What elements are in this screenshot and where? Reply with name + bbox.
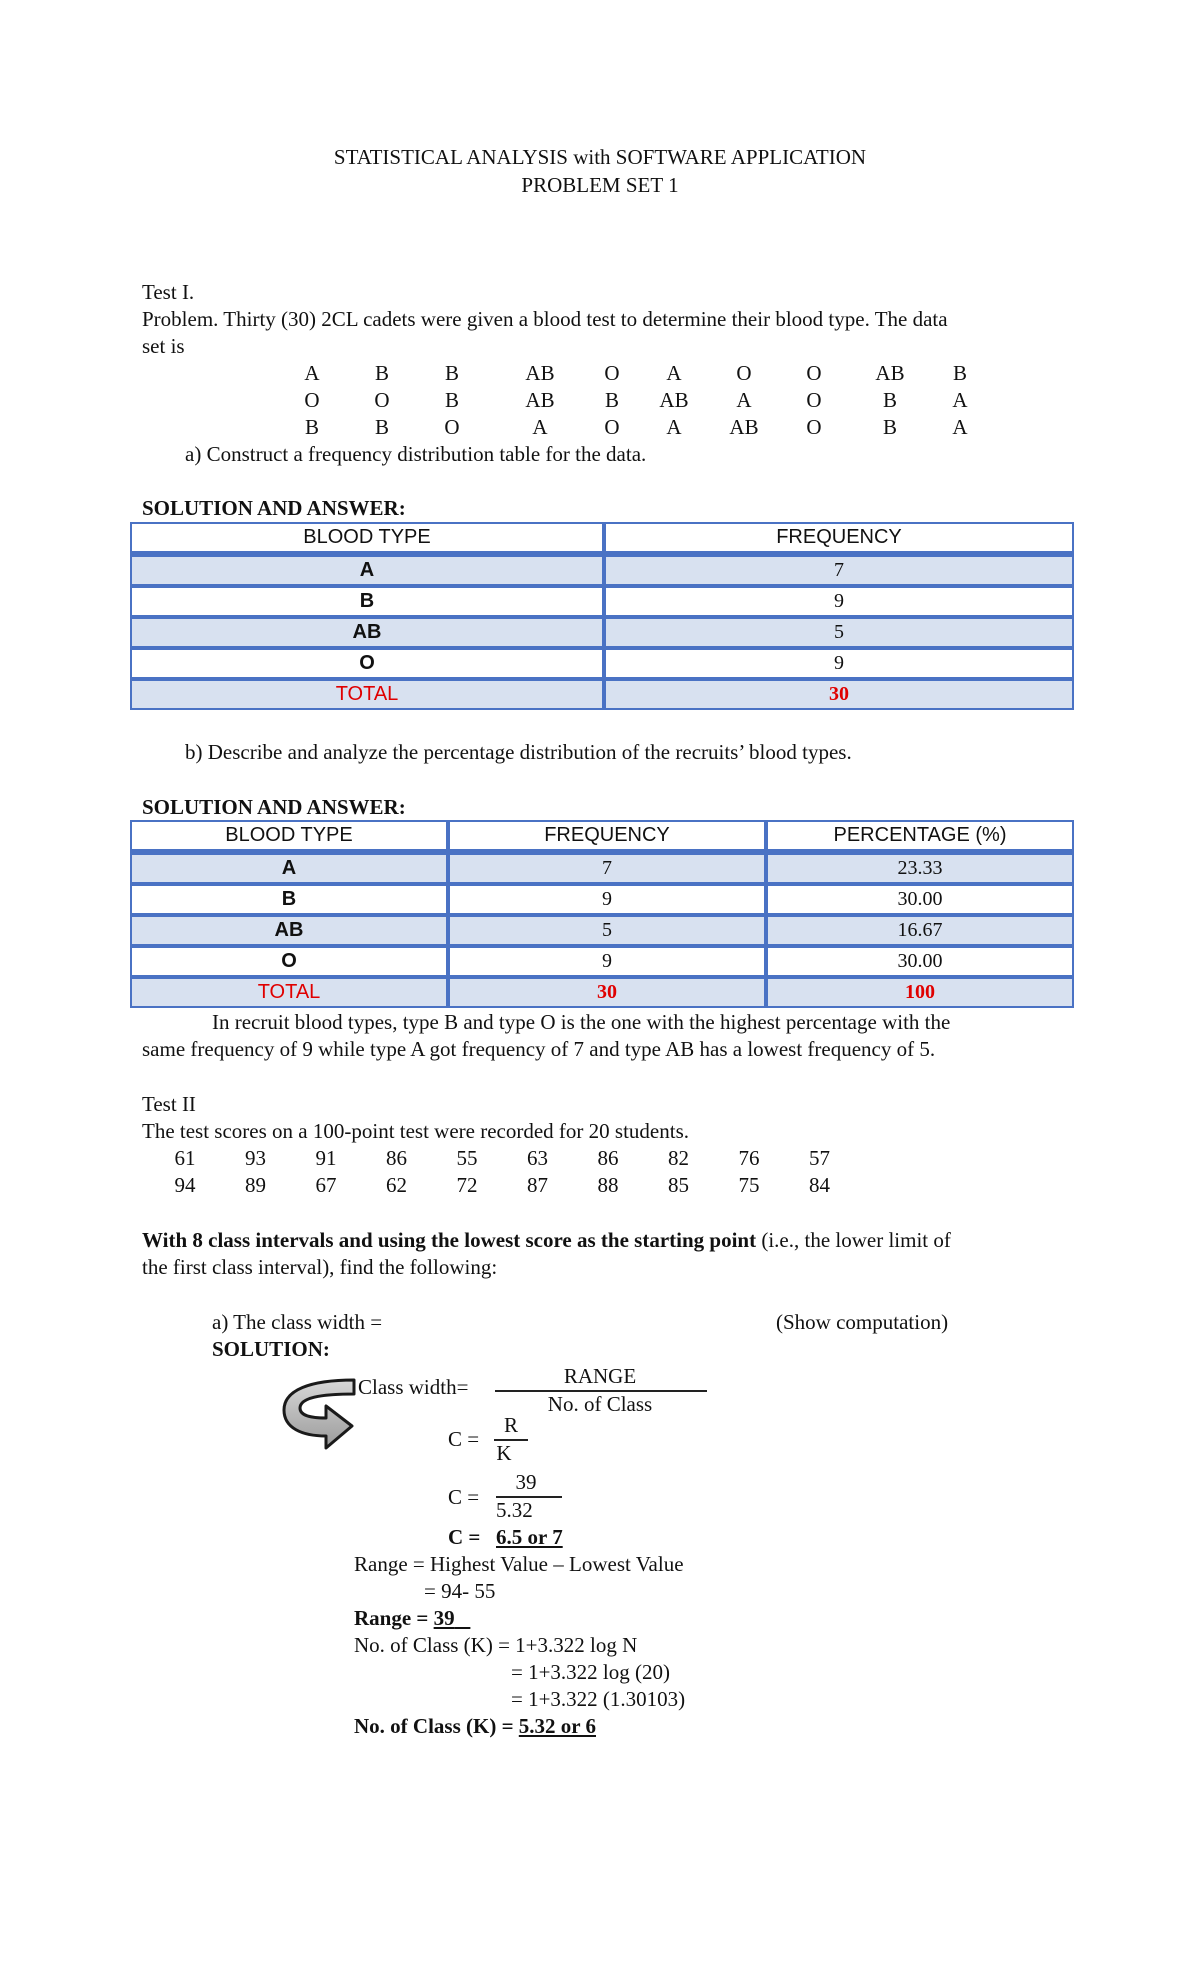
document-header: [0, 143, 1200, 199]
header-frequency: FREQUENCY: [604, 522, 1074, 555]
score-value: 88: [597, 1173, 619, 1197]
test1-label: Test I.: [142, 280, 195, 304]
total-frequency: 30: [448, 977, 766, 1008]
blood-type-value: O: [806, 361, 822, 385]
blood-type-value: A: [304, 361, 320, 385]
r-numerator: R: [503, 1413, 518, 1437]
table-row: [130, 915, 1074, 946]
k-computation-1: = 1+3.322 log (20): [511, 1660, 671, 1684]
blood-type-cell: B: [130, 884, 448, 915]
score-value: 84: [809, 1173, 830, 1197]
total-percentage: 100: [766, 977, 1074, 1008]
blood-type-cell: A: [130, 555, 604, 586]
table-header-row: [130, 820, 1074, 853]
c-equals-label-2: C =: [448, 1485, 480, 1509]
range-formula: Range = Highest Value – Lowest Value: [354, 1552, 684, 1576]
header-percentage: PERCENTAGE (%): [766, 820, 1074, 853]
frequency-cell: 9: [604, 648, 1074, 679]
score-value: 86: [597, 1146, 619, 1170]
score-value: 55: [456, 1146, 478, 1170]
c-equals-label: C =: [448, 1427, 480, 1451]
frequency-table: [130, 522, 1074, 710]
blood-type-cell: O: [130, 648, 604, 679]
frequency-cell: 7: [604, 555, 1074, 586]
test2-intro: The test scores on a 100-point test were recorded for 20 students.: [142, 1119, 690, 1143]
blood-type-value: O: [604, 415, 620, 439]
k-formula: No. of Class (K) = 1+3.322 log N: [354, 1633, 638, 1657]
header-frequency: FREQUENCY: [448, 820, 766, 853]
blood-type-value: O: [806, 388, 822, 412]
test1-question-b: b) Describe and analyze the percentage distribution of the recruits’ blood types.: [185, 740, 852, 764]
blood-type-value: A: [952, 415, 968, 439]
range-computation: = 94- 55: [424, 1579, 496, 1603]
table-row: [130, 884, 1074, 915]
frequency-cell: 9: [604, 586, 1074, 617]
score-value: 62: [386, 1173, 407, 1197]
table-row: [130, 946, 1074, 977]
score-value: 61: [174, 1146, 196, 1170]
percentage-cell: 23.33: [766, 853, 1074, 884]
percentage-cell: 30.00: [766, 884, 1074, 915]
curved-arrow-icon: [280, 1376, 362, 1454]
blood-type-value: B: [374, 415, 389, 439]
blood-type-value: B: [882, 388, 897, 412]
c-result-label: C =: [448, 1525, 481, 1549]
total-label: TOTAL: [130, 977, 448, 1008]
solution-b-label: SOLUTION AND ANSWER:: [142, 795, 406, 819]
frequency-cell: 5: [448, 915, 766, 946]
solution-label: SOLUTION:: [212, 1337, 330, 1361]
table-row: [130, 617, 1074, 648]
blood-type-value: A: [666, 361, 682, 385]
test2-instruction-line1: With 8 class intervals and using the lowest score as the starting point (i.e., the lower limit of: [142, 1228, 951, 1252]
numerator-39: 39: [515, 1470, 537, 1494]
table-row: [130, 586, 1074, 617]
score-value: 76: [738, 1146, 760, 1170]
percentage-cell: 30.00: [766, 946, 1074, 977]
test2-label: Test II: [142, 1092, 196, 1116]
blood-type-value: AB: [729, 415, 759, 439]
score-value: 89: [245, 1173, 266, 1197]
table-header-row: [130, 522, 1074, 555]
show-computation-note: (Show computation): [776, 1310, 949, 1334]
frequency-cell: 9: [448, 884, 766, 915]
blood-type-value: B: [882, 415, 897, 439]
percentage-table: [130, 820, 1074, 1008]
blood-type-value: AB: [875, 361, 905, 385]
blood-type-value: B: [604, 388, 619, 412]
table-total-row: [130, 679, 1074, 710]
blood-type-value: AB: [525, 388, 555, 412]
blood-type-value: A: [736, 388, 752, 412]
table-row: [130, 853, 1074, 884]
total-label: TOTAL: [130, 679, 604, 710]
header-blood-type: BLOOD TYPE: [130, 820, 448, 853]
score-value: 67: [315, 1173, 337, 1197]
test1-question-a: a) Construct a frequency distribution table for the data.: [185, 442, 647, 466]
score-value: 82: [668, 1146, 689, 1170]
frequency-cell: 9: [448, 946, 766, 977]
score-value: 63: [527, 1146, 548, 1170]
k-denominator: K: [496, 1441, 512, 1465]
score-value: 93: [245, 1146, 266, 1170]
blood-type-value: O: [604, 361, 620, 385]
solution-a-label: SOLUTION AND ANSWER:: [142, 496, 406, 520]
total-value: 30: [604, 679, 1074, 710]
k-computation-2: = 1+3.322 (1.30103): [511, 1687, 686, 1711]
blood-type-value: B: [444, 361, 459, 385]
denominator-532: 5.32: [496, 1498, 533, 1522]
score-value: 57: [809, 1146, 830, 1170]
blood-type-value: B: [952, 361, 967, 385]
blood-type-value: O: [304, 388, 320, 412]
frequency-cell: 5: [604, 617, 1074, 648]
document-title: STATISTICAL ANALYSIS with SOFTWARE APPLICATION: [333, 145, 867, 169]
class-width-label: Class width=: [358, 1375, 469, 1399]
blood-type-value: AB: [659, 388, 689, 412]
header-blood-type: BLOOD TYPE: [130, 522, 604, 555]
blood-type-value: O: [444, 415, 460, 439]
blood-type-value: O: [736, 361, 752, 385]
test1-problem-line1: Problem. Thirty (30) 2CL cadets were given a blood test to determine their blood type. The data: [142, 307, 948, 331]
test2-question-a: a) The class width =: [212, 1310, 383, 1334]
blood-type-cell: AB: [130, 617, 604, 648]
blood-type-value: A: [532, 415, 548, 439]
document-subtitle: PROBLEM SET 1: [521, 173, 679, 197]
blood-type-cell: B: [130, 586, 604, 617]
blood-type-value: O: [806, 415, 822, 439]
blood-type-value: B: [374, 361, 389, 385]
blood-type-cell: AB: [130, 915, 448, 946]
test1-problem-line2: set is: [142, 334, 185, 358]
score-value: 86: [386, 1146, 407, 1170]
blood-type-value: O: [374, 388, 390, 412]
blood-type-value: AB: [525, 361, 555, 385]
frequency-cell: 7: [448, 853, 766, 884]
range-numerator: RANGE: [563, 1364, 637, 1388]
blood-type-value: A: [666, 415, 682, 439]
blood-type-cell: O: [130, 946, 448, 977]
score-value: 94: [174, 1173, 196, 1197]
blood-type-value: A: [952, 388, 968, 412]
test2-instruction-line2: the first class interval), find the following:: [142, 1255, 498, 1279]
blood-type-value: B: [304, 415, 319, 439]
score-value: 72: [456, 1173, 478, 1197]
blood-type-value: B: [444, 388, 459, 412]
table-row: [130, 648, 1074, 679]
score-value: 75: [738, 1173, 760, 1197]
range-result: Range = 39: [354, 1606, 455, 1630]
table-total-row: [130, 977, 1074, 1008]
table-row: [130, 555, 1074, 586]
analysis-line2: same frequency of 9 while type A got frequency of 7 and type AB has a lowest frequency of 5.: [142, 1037, 936, 1061]
score-value: 91: [315, 1146, 337, 1170]
c-result-value: 6.5 or 7: [496, 1525, 563, 1549]
blood-type-cell: A: [130, 853, 448, 884]
score-value: 85: [668, 1173, 689, 1197]
analysis-line1: In recruit blood types, type B and type O is the one with the highest percentage with the: [212, 1010, 951, 1034]
k-result: No. of Class (K) = 5.32 or 6: [354, 1714, 596, 1738]
no-of-class-denominator: No. of Class: [547, 1392, 653, 1416]
score-value: 87: [527, 1173, 548, 1197]
percentage-cell: 16.67: [766, 915, 1074, 946]
